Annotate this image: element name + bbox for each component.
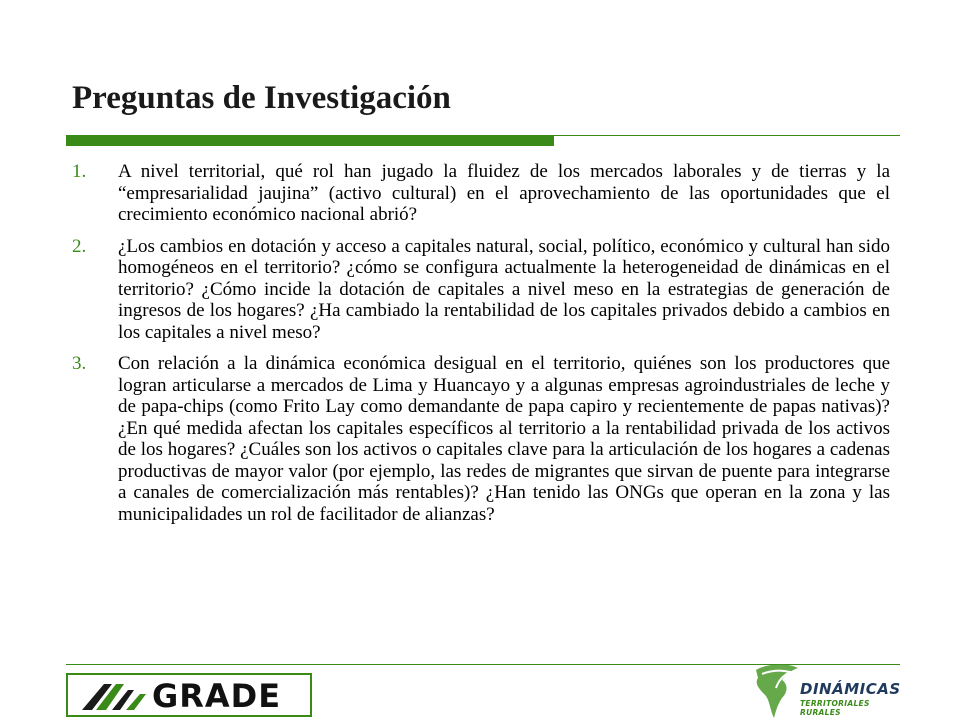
- grade-logo-text: GRADE: [152, 677, 282, 715]
- list-item-number: 2.: [72, 235, 87, 257]
- slide-title: Preguntas de Investigación: [72, 80, 451, 116]
- question-list: [72, 161, 890, 535]
- list-item-number: 1.: [72, 161, 87, 182]
- list-item: [72, 236, 890, 344]
- grade-logo: [66, 673, 312, 717]
- dinamicas-logo-subtext: TERRITORIALES RURALES: [800, 699, 870, 717]
- list-item-text: Con relación a la dinámica económica desigual en el territorio, quiénes son los productores que logran articularse a mercados de Lima y Huancayo y a algunas empresas agroindustriales de leche y de papa-chips (como Frito Lay como demandante de papa capiro y recientemente de papas nativas)? ¿En qué medida afectan los capitales específicos al territorio a la rentabilidad privada de los activos de los hogares? ¿Cuáles son los activos o capitales clave para la articulación de los hogares a cadenas productivas de mayor valor (por ejemplo, las redes de migrantes que sirvan de puente para integrarse a canales de comercialización más rentables)? ¿Han tenido las ONGs que operan en la zona y las municipalidades un rol de facilitador de alianzas?: [118, 353, 890, 525]
- dinamicas-logo-text: DINÁMICAS: [800, 680, 901, 698]
- dinamicas-logo: [752, 662, 902, 720]
- list-item-text: A nivel territorial, qué rol han jugado la fluidez de los mercados laborales y de tierras y la “empresarialidad jaujina” (activo cultural) en el aprovechamiento de las oportunidades que el crecimiento económico nacional abrió?: [118, 161, 890, 225]
- list-item: [72, 353, 890, 525]
- list-item-text: ¿Los cambios en dotación y acceso a capitales natural, social, político, económico y cultural han sido homogéneos en el territorio? ¿cómo se configura actualmente la heterogeneidad de dinámicas en el territorio? ¿Cómo incide la dotación de capitales a nivel meso en la estrategias de generación de ingresos de los hogares? ¿Ha cambiado la rentabilidad de los capitales privados debido a cambios en los capitales a nivel meso?: [118, 235, 890, 343]
- list-item-number: 3.: [72, 353, 87, 374]
- title-underline-thick: [66, 135, 554, 146]
- list-item: [72, 161, 890, 226]
- title-underline-thin: [554, 135, 900, 136]
- latin-america-map-icon: [752, 662, 800, 720]
- grade-mountain-icon: [82, 682, 150, 710]
